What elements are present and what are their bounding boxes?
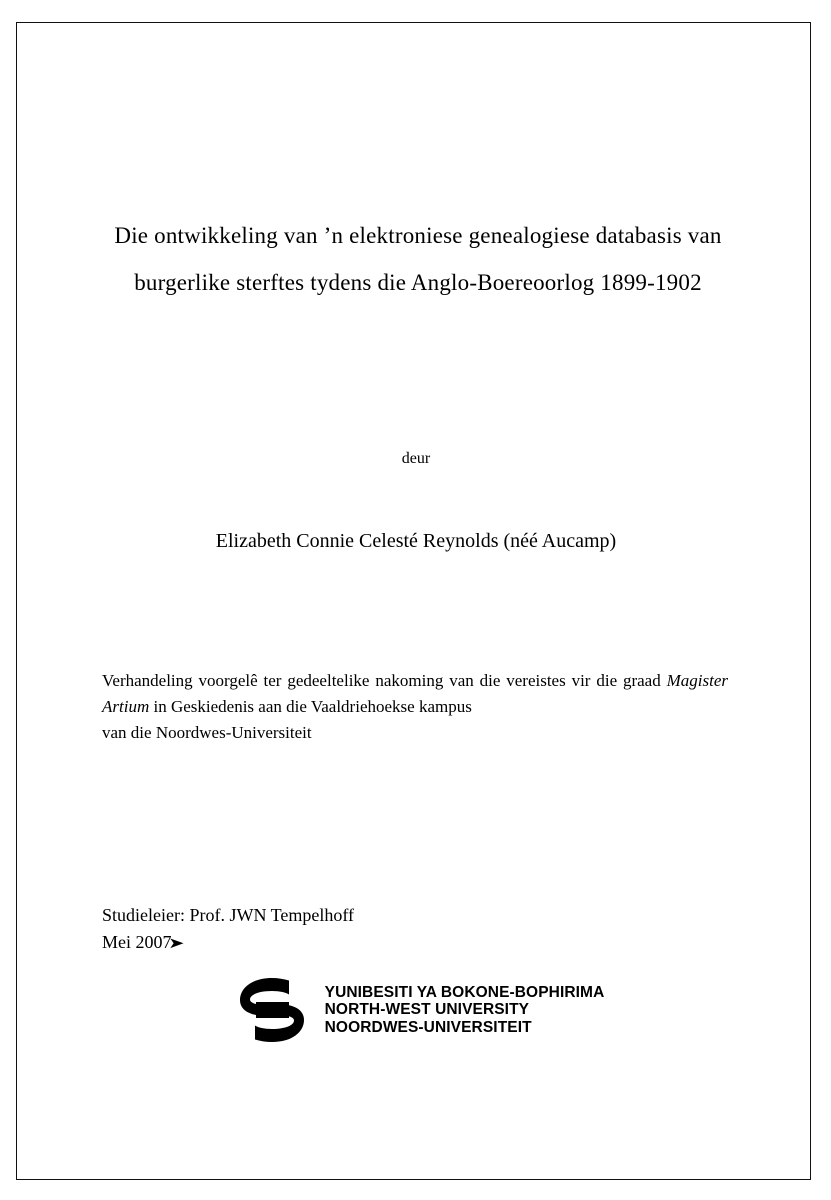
by-label: deur [401, 450, 431, 467]
logo-line-2: NORTH-WEST UNIVERSITY [324, 1001, 530, 1019]
date-line [102, 929, 185, 956]
title-line-1: Die ontwikkeling van ’n elektroniese genealogiese databasis van [114, 223, 722, 248]
supervisor-line: Studieleier: Prof. JWN Tempelhoff [102, 905, 355, 925]
date-text: Mei 2007 [102, 932, 172, 952]
degree-statement-part3: van die Noordwes-Universiteit [102, 723, 312, 742]
degree-name: Magister Artium [102, 671, 728, 716]
author-name: Elizabeth Connie Celesté Reynolds (néé Aucamp) [215, 530, 617, 552]
degree-statement-part2: in Geskiedenis aan die Vaaldriehoekse kampus [149, 697, 472, 716]
logo-line-3: NOORDWES-UNIVERSITEIT [324, 1018, 532, 1036]
degree-statement-part1: Verhandeling voorgelê ter gedeeltelike nakoming van die vereistes vir die graad [102, 671, 667, 690]
logo-line-1: YUNIBESITI YA BOKONE-BOPHIRIMA [324, 983, 605, 1001]
north-west-university-logo-icon [228, 974, 316, 1046]
university-logo [86, 974, 746, 1046]
degree-statement [102, 668, 728, 746]
pen-mark-icon: ➤ [168, 936, 185, 952]
title-line-2: burgerlike sterftes tydens die Anglo-Boereoorlog 1899-1902 [134, 270, 702, 295]
supervisor-block [102, 902, 722, 956]
page-title [98, 212, 738, 306]
page-content [86, 22, 746, 1180]
logo-text-block [325, 984, 605, 1037]
